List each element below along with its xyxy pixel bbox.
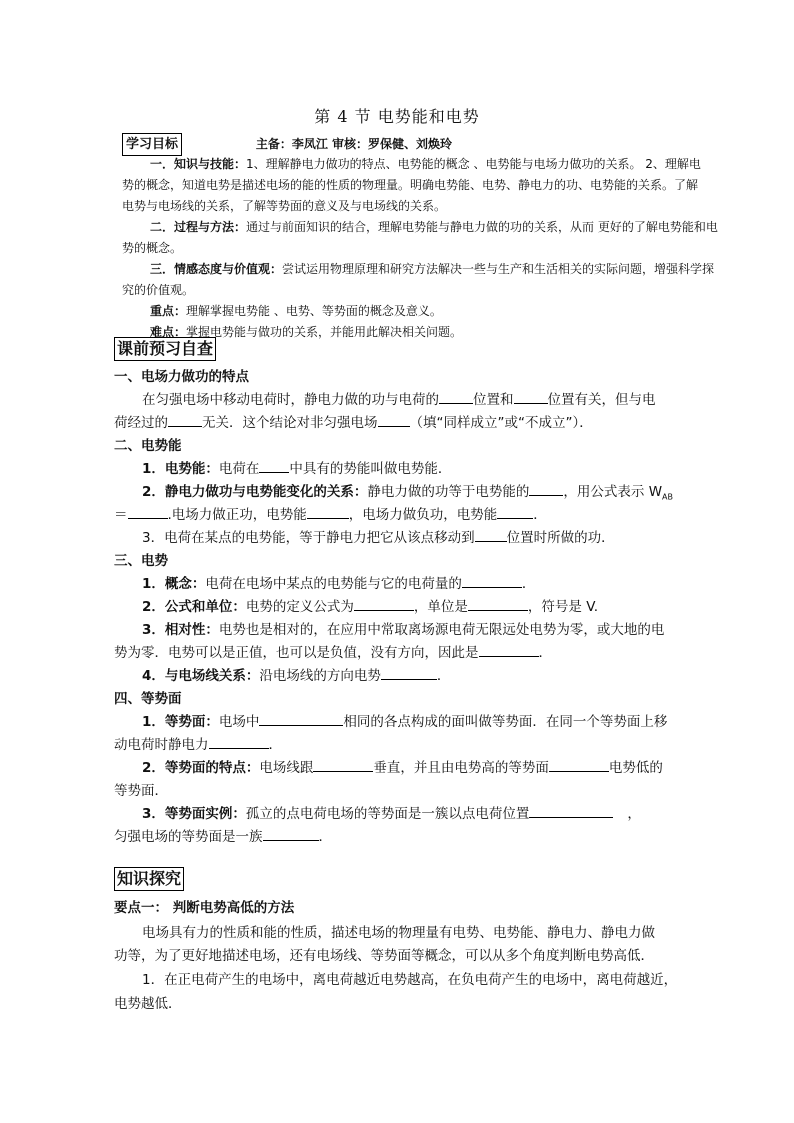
section-2-title: 二、电势能 xyxy=(114,438,182,454)
item-text: 匀强电场的等势面是一族 xyxy=(114,829,263,845)
item-text: 孤立的点电荷电场的等势面是一簇以点电荷位置 xyxy=(245,806,530,822)
learning-goals-label: 学习目标 xyxy=(122,133,182,156)
blank[interactable] xyxy=(259,711,343,726)
item-text: ，用公式表示 W xyxy=(563,484,663,500)
item-text: ． xyxy=(318,829,332,845)
section-4-title: 四、等势面 xyxy=(114,691,182,707)
subscript: AB xyxy=(662,492,674,502)
point-1-title: 要点一： 判断电势高低的方法 xyxy=(114,900,295,916)
page-title: 第 4 节 电势能和电势 xyxy=(314,107,480,126)
item-text: ． xyxy=(521,576,536,592)
item-text: ． xyxy=(533,507,547,523)
goal-knowledge-line-3: 电势与电场线的关系，了解等势面的意义及与电场线的关系。 xyxy=(122,199,447,213)
item-text: ， xyxy=(627,806,641,822)
blank[interactable] xyxy=(462,573,522,588)
item-head: 1．电势能： xyxy=(142,461,219,477)
item-text: 沿电场线的方向电势 xyxy=(259,668,381,684)
blank[interactable] xyxy=(263,826,319,841)
s1-text: （填“同样成立”或“不成立”）． xyxy=(409,415,593,431)
point-1-line-1: 电场具有力的性质和能的性质，描述电场的物理量有电势、电势能、静电力、静电力做 xyxy=(142,925,655,941)
blank[interactable] xyxy=(209,734,269,749)
blank[interactable] xyxy=(307,504,349,519)
item-text: ＝ xyxy=(114,507,128,523)
item-head: 1．概念： xyxy=(142,576,206,592)
point-1-line-3: 1．在正电荷产生的电场中，离电荷越近电势越高，在负电荷产生的电场中，离电荷越近， xyxy=(142,972,678,988)
item-text: 中具有的势能叫做电势能． xyxy=(289,461,452,477)
item-text: 电场线跟 xyxy=(259,760,314,776)
preview-section-label: 课前预习自查 xyxy=(114,337,216,361)
item-text: 位置时所做的功． xyxy=(506,530,615,546)
item-text: 3．电荷在某点的电势能，等于静电力把它从该点移动到 xyxy=(142,530,475,546)
item-text: ，电场力做负功，电势能 xyxy=(348,507,498,523)
item-text: 静电力做的功等于电势能的 xyxy=(367,484,530,500)
explore-section-label: 知识探究 xyxy=(114,867,184,891)
item-text: 电势也是相对的，在应用中常取离场源电荷无限远处电势为零，或大地的电 xyxy=(218,622,665,638)
difficulty-text: 掌握电势能与做功的关系，并能用此解决相关问题。 xyxy=(186,325,463,339)
s1-text: 荷经过的 xyxy=(114,415,168,431)
section-3-title: 三、电势 xyxy=(114,553,168,569)
authors-line: 主备：李凤江 审核：罗保健、刘焕玲 xyxy=(255,137,453,151)
item-text: .电场力做正功，电势能 xyxy=(167,507,307,523)
item-text: 电势的定义公式为 xyxy=(245,599,354,615)
difficulty-head: 难点： xyxy=(150,325,187,339)
item-head: 3．相对性： xyxy=(142,622,219,638)
blank[interactable] xyxy=(529,481,563,496)
goal-attitude-head: 三．情感态度与价值观： xyxy=(150,262,283,276)
blank[interactable] xyxy=(168,412,202,427)
goal-knowledge-head: 一．知识与技能： xyxy=(150,157,247,171)
item-head: 2．等势面的特点： xyxy=(142,760,260,776)
blank[interactable] xyxy=(439,389,473,404)
item-text: 相同的各点构成的面叫做等势面．在同一个等势面上移 xyxy=(343,714,668,730)
item-text: ，单位是 xyxy=(413,599,468,615)
goal-attitude-line-1: 尝试运用物理原理和研究方法解决一些与生产和生活相关的实际问题，增强科学探 xyxy=(282,262,715,276)
item-text: 电荷在电场中某点的电势能与它的电荷量的 xyxy=(205,576,462,592)
s1-text: 无关．这个结论对非匀强电场 xyxy=(202,415,378,431)
item-text: 势为零．电势可以是正值，也可以是负值，没有方向，因此是 xyxy=(114,645,479,661)
blank[interactable] xyxy=(259,458,289,473)
goal-process-line-1: 通过与前面知识的结合，理解电势能与静电力做的功的关系，从而 更好的了解电势能和电 xyxy=(246,220,718,234)
blank[interactable] xyxy=(529,803,613,818)
s1-text: 位置和 xyxy=(473,392,514,408)
item-head: 3．等势面实例： xyxy=(142,806,246,822)
goal-knowledge-line-1: 1、理解静电力做功的特点、电势能的概念 、电势能与电场力做功的关系。 2、理解电 xyxy=(246,157,701,171)
item-head: 2．公式和单位： xyxy=(142,599,246,615)
item-text: 电势低的 xyxy=(608,760,663,776)
item-head: 1．等势面： xyxy=(142,714,219,730)
item-text: ． xyxy=(268,737,282,753)
item-text: ． xyxy=(538,645,552,661)
goal-process-line-2: 势的概念。 xyxy=(122,241,183,255)
blank[interactable] xyxy=(354,596,414,611)
item-head: 4．与电场线关系： xyxy=(142,668,260,684)
item-text: 垂直，并且由电势高的等势面 xyxy=(373,760,549,776)
item-text: 电荷在 xyxy=(218,461,260,477)
key-point-head: 重点： xyxy=(150,304,187,318)
blank[interactable] xyxy=(313,757,373,772)
s1-text: 在匀强电场中移动电荷时，静电力做的功与电荷的 xyxy=(142,392,439,408)
key-point-text: 理解掌握电势能 、电势、等势面的概念及意义。 xyxy=(186,304,442,318)
blank[interactable] xyxy=(475,527,507,542)
blank[interactable] xyxy=(514,389,548,404)
blank[interactable] xyxy=(128,504,168,519)
item-text: 等势面． xyxy=(114,783,168,799)
goal-attitude-line-2: 究的价值观。 xyxy=(122,283,195,297)
section-1-title: 一、电场力做功的特点 xyxy=(114,369,249,385)
goal-knowledge-line-2: 势的概念，知道电势是描述电场的能的性质的物理量。明确电势能、电势、静电力的功、电势能的关系。了解 xyxy=(122,178,699,192)
item-text: 电场中 xyxy=(218,714,260,730)
blank[interactable] xyxy=(479,642,539,657)
item-head: 2．静电力做功与电势能变化的关系： xyxy=(142,484,368,500)
blank[interactable] xyxy=(468,596,528,611)
s1-text: 位置有关，但与电 xyxy=(547,392,656,408)
blank[interactable] xyxy=(381,665,437,680)
point-1-line-2: 功等，为了更好地描述电场，还有电场线、等势面等概念，可以从多个角度判断电势高低． xyxy=(114,948,654,964)
item-text: 动电荷时静电力 xyxy=(114,737,209,753)
item-text: ． xyxy=(436,668,451,684)
goal-process-head: 二．过程与方法： xyxy=(150,220,247,234)
item-text: ，符号是 V. xyxy=(527,599,598,615)
blank[interactable] xyxy=(549,757,609,772)
blank[interactable] xyxy=(497,504,533,519)
point-1-line-4: 电势越低． xyxy=(114,996,182,1012)
blank[interactable] xyxy=(378,412,410,427)
